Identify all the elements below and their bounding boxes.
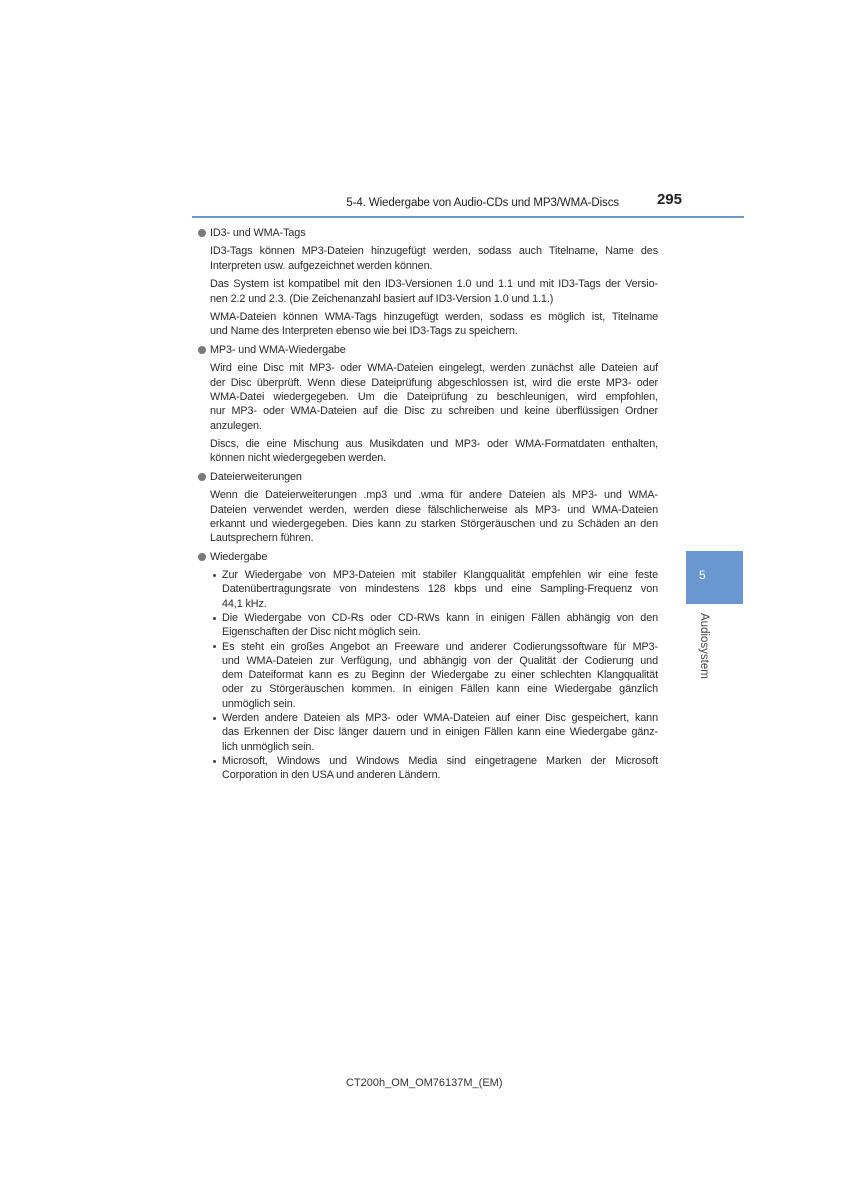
paragraph-line: Wird eine Disc mit MP3- oder WMA-Dateien eingelegt, werden zunächst alle Dateien auf [210, 362, 658, 375]
paragraph-line: erkannt und wiedergegeben. Dies kann zu starken Störgeräuschen und zu Schäden an den [210, 517, 658, 530]
bullet-dot-icon [213, 645, 216, 648]
list-item-line: das Erkennen der Disc länger dauern und in einigen Fällen kann eine Wiedergabe gänz- [222, 726, 658, 739]
circle-bullet-icon [198, 346, 206, 354]
running-header-title: 5-4. Wiedergabe von Audio-CDs und MP3/WMA-Discs [346, 197, 619, 209]
paragraph-line: nur MP3- oder WMA-Dateien auf die Disc zu schreiben und keine überflüssigen Ordner [210, 405, 658, 418]
page-number: 295 [656, 191, 682, 208]
list-item-line: Corporation in den USA und anderen Ländern. [222, 769, 441, 782]
paragraph-line: Dateien verwendet werden, werden diese fälschlicherweise als MP3- und WMA-Dateien [210, 503, 658, 516]
paragraph [210, 437, 658, 466]
bullet-dot-icon [213, 717, 216, 720]
list-item-line: oder zu Störgeräuschen kommen. In einigen Fällen kann eine Wiedergabe gänzlich [222, 683, 658, 696]
paragraph-line: Lautsprechern führen. [210, 532, 314, 545]
page-body [198, 226, 658, 783]
paragraph [210, 277, 658, 306]
list-item-line: Es steht ein großes Angebot an Freeware und anderer Codierungssoftware für MP3- [222, 640, 658, 653]
list-item-line: lich unmöglich sein. [222, 740, 315, 753]
circle-bullet-icon [198, 553, 206, 561]
document-code: CT200h_OM_OM76137M_(EM) [346, 1077, 503, 1089]
list-item-line: Datenübertragungsrate von mindestens 128 kbps und eine Sampling-Frequenz von [222, 583, 658, 596]
bullet-dot-icon [213, 574, 216, 577]
list-item [210, 711, 658, 754]
paragraph [210, 488, 658, 545]
list-item-line: Zur Wiedergabe von MP3-Dateien mit stabiler Klangqualität empfehlen wir eine feste [222, 569, 658, 582]
list-item-line: dem Dateiformat kann es zu Beginn der Wiedergabe zu einer schlechten Klangqualität [222, 669, 658, 682]
header-rule [192, 216, 744, 218]
paragraph-line: nen 2.2 und 2.3. (Die Zeichenanzahl basiert auf ID3-Version 1.0 und 1.1.) [210, 292, 554, 305]
section-heading [198, 470, 658, 484]
section-heading-text: Dateierweiterungen [210, 470, 302, 483]
paragraph [210, 244, 658, 273]
chapter-title: Audiosystem [698, 613, 710, 679]
section-heading [198, 550, 658, 564]
paragraph-line: WMA-Datei wiedergegeben. Um die Dateiprüfung zu beschleunigen, wird empfohlen, [210, 390, 658, 403]
circle-bullet-icon [198, 473, 206, 481]
list-item-line: Werden andere Dateien als MP3- oder WMA-Dateien auf einer Disc gespeichert, kann [222, 712, 658, 725]
section-heading [198, 226, 658, 240]
paragraph-line: ID3-Tags können MP3-Dateien hinzugefügt werden, sodass auch Titelname, Name des [210, 245, 658, 258]
list-item-line: Eigenschaften der Disc nicht möglich sein. [222, 626, 421, 639]
list-item-line: 44,1 kHz. [222, 597, 267, 610]
list-item-line: unmöglich sein. [222, 697, 296, 710]
list-item-line: Die Wiedergabe von CD-Rs oder CD-RWs kann in einigen Fällen abhängig von den [222, 612, 658, 624]
paragraph-line: Das System ist kompatibel mit den ID3-Versionen 1.0 und 1.1 und mit ID3-Tags der Versio- [210, 278, 658, 291]
list-item [210, 754, 658, 783]
paragraph-line: WMA-Dateien können WMA-Tags hinzugefügt werden, sodass es möglich ist, Titelname [210, 311, 658, 324]
list-item [210, 640, 658, 711]
list-item [210, 611, 658, 640]
list-item-line: Microsoft, Windows und Windows Media sind eingetragene Marken der Microsoft [222, 754, 658, 767]
paragraph-line: Interpreten usw. aufgezeichnet werden können. [210, 259, 433, 272]
paragraph-line: anzulegen. [210, 419, 262, 432]
paragraph-line: Wenn die Dateierweiterungen .mp3 und .wma für andere Dateien als MP3- und WMA- [210, 489, 658, 502]
bullet-dot-icon [213, 760, 216, 763]
section-heading-text: ID3- und WMA-Tags [210, 227, 306, 239]
bullet-list [210, 568, 658, 782]
circle-bullet-icon [198, 229, 206, 237]
section-heading-text: MP3- und WMA-Wiedergabe [210, 343, 346, 356]
list-item-line: und WMA-Dateien zur Verfügung, und abhängig von der Qualität der Codierung und [222, 654, 658, 667]
section-heading [198, 343, 658, 357]
section-heading-text: Wiedergabe [210, 550, 268, 563]
paragraph-line: Discs, die eine Mischung aus Musikdaten und MP3- oder WMA-Formatdaten enthalten, [210, 437, 658, 450]
paragraph [210, 361, 658, 432]
chapter-number: 5 [699, 568, 706, 582]
paragraph-line: können nicht wiedergegeben werden. [210, 452, 387, 465]
paragraph [210, 310, 658, 339]
paragraph-line: und Name des Interpreten ebenso wie bei ID3-Tags zu speichern. [210, 325, 518, 338]
chapter-tab [686, 551, 743, 604]
bullet-dot-icon [213, 617, 216, 620]
paragraph-line: der Disc überprüft. Wenn diese Dateiprüfung abgeschlossen ist, wird die erste MP3- oder [210, 376, 658, 389]
list-item [210, 568, 658, 611]
